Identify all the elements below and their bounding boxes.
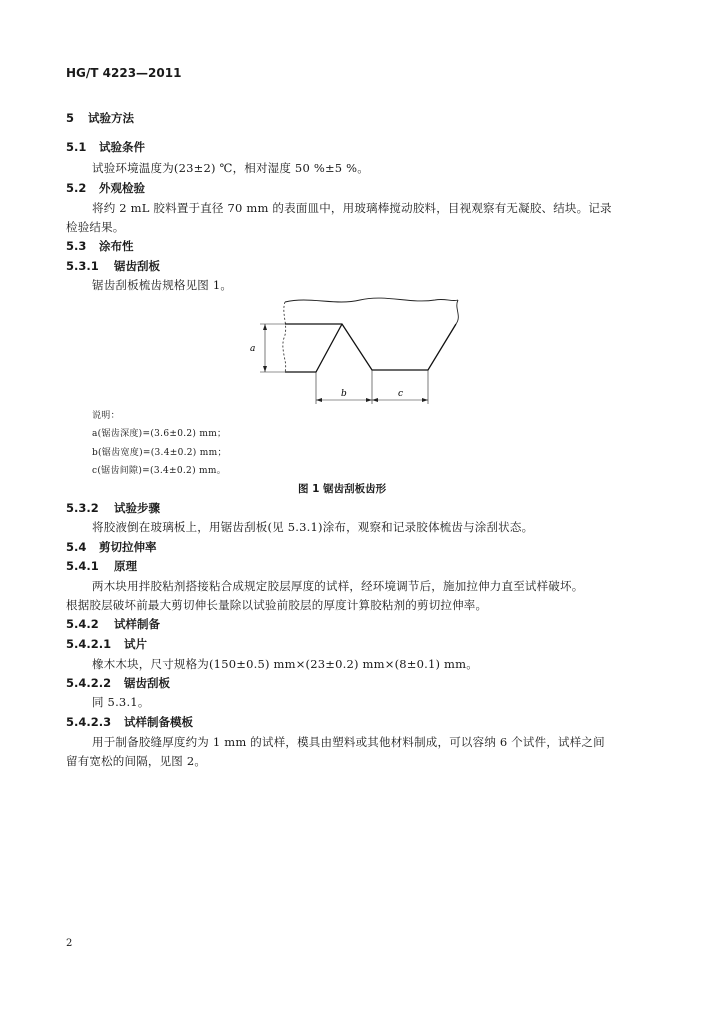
dimension-arrow	[366, 398, 372, 402]
heading-number: 5.3.2	[66, 501, 99, 515]
dimension-arrow	[422, 398, 428, 402]
heading-title: 锯齿刮板	[124, 676, 170, 690]
tooth-outline	[285, 324, 456, 370]
heading-5-2	[66, 180, 145, 196]
paragraph-5-2-line1: 将约 2 mL 胶料置于直径 70 mm 的表面皿中，用玻璃棒搅动胶料，目视观察有无凝胶、结块。记录	[92, 201, 612, 215]
heading-number: 5.4.2.1	[66, 637, 112, 651]
figure-note-c: c(锯齿间隙)=(3.4±0.2) mm。	[92, 466, 227, 476]
document-code: HG/T 4223—2011	[66, 66, 182, 80]
paragraph-5-4-2-2: 同 5.3.1。	[92, 695, 150, 709]
paragraph-5-4-2-3-line2: 留有宽松的间隔，见图 2。	[66, 754, 207, 768]
heading-number: 5.3.1	[66, 259, 99, 273]
dimension-arrow	[372, 398, 378, 402]
dimension-arrow	[263, 324, 267, 330]
heading-number: 5.4	[66, 540, 87, 554]
figure-note-b: b(锯齿宽度)=(3.4±0.2) mm；	[92, 448, 227, 458]
heading-number: 5.4.2.2	[66, 676, 112, 690]
heading-5-3-1	[66, 258, 160, 274]
paragraph-5-4-1-line2: 根据胶层破坏前最大剪切伸长量除以试验前胶层的厚度计算胶粘剂的剪切拉伸率。	[66, 598, 488, 612]
tooth-outline-left	[285, 324, 342, 372]
paragraph-5-4-2-1: 橡木木块，尺寸规格为(150±0.5) mm×(23±0.2) mm×(8±0.1) mm。	[92, 657, 478, 671]
heading-5-4-2-2	[66, 675, 170, 691]
figure-notes-title: 说明：	[92, 411, 120, 421]
heading-number: 5.4.1	[66, 559, 99, 573]
heading-title: 试验条件	[99, 140, 145, 154]
heading-title: 原理	[114, 559, 137, 573]
figure-note-a: a(锯齿深度)=(3.6±0.2) mm；	[92, 429, 227, 439]
paragraph-5-3-2: 将胶液倒在玻璃板上，用锯齿刮板(见 5.3.1)涂布，观察和记录胶体梳齿与涂刮状态。	[92, 520, 534, 534]
heading-number: 5.2	[66, 181, 87, 195]
heading-title: 试验方法	[88, 111, 134, 125]
paragraph-5-4-1-line1: 两木块用拌胶粘剂搭接粘合成规定胶层厚度的试样，经环境调节后，施加拉伸力直至试样破坏。	[92, 579, 584, 593]
heading-title: 剪切拉伸率	[99, 540, 157, 554]
heading-number: 5.3	[66, 239, 87, 253]
heading-5-3	[66, 238, 134, 254]
page-number: 2	[66, 938, 73, 949]
heading-5-3-2	[66, 500, 160, 516]
paragraph-5-4-2-3-line1: 用于制备胶缝厚度约为 1 mm 的试样，模具由塑料或其他材料制成，可以容纳 6 个试件，试样之间	[92, 735, 605, 749]
heading-number: 5.4.2.3	[66, 715, 112, 729]
heading-title: 锯齿刮板	[114, 259, 160, 273]
dimension-arrow	[263, 366, 267, 372]
paragraph-5-1: 试验环境温度为(23±2) ℃，相对湿度 50 %±5 %。	[92, 161, 369, 175]
heading-title: 试样制备模板	[124, 715, 193, 729]
heading-5	[66, 110, 134, 126]
heading-5-4-2	[66, 616, 160, 632]
dimension-label-b: b	[341, 389, 347, 399]
heading-title: 试验步骤	[114, 501, 160, 515]
heading-number: 5.1	[66, 140, 87, 154]
heading-number: 5	[66, 111, 75, 125]
break-line-left	[283, 302, 286, 372]
heading-5-4-2-1	[66, 636, 147, 652]
paragraph-5-3-1: 锯齿刮板梳齿规格见图 1。	[92, 278, 233, 292]
dimension-label-c: c	[398, 389, 404, 399]
heading-title: 涂布性	[99, 239, 134, 253]
heading-title: 试片	[124, 637, 147, 651]
heading-5-1	[66, 139, 145, 155]
heading-5-4-1	[66, 558, 137, 574]
dimension-arrow	[316, 398, 322, 402]
figure-caption: 图 1 锯齿刮板齿形	[298, 483, 387, 495]
heading-5-4	[66, 539, 157, 555]
heading-number: 5.4.2	[66, 617, 99, 631]
heading-title: 外观检验	[99, 181, 145, 195]
heading-5-4-2-3	[66, 714, 193, 730]
dimension-label-a: a	[250, 344, 256, 354]
heading-title: 试样制备	[114, 617, 160, 631]
sawtooth-profile-figure	[240, 288, 470, 410]
paragraph-5-2-line2: 检验结果。	[66, 220, 125, 234]
break-line-top	[285, 298, 458, 302]
break-line-right	[456, 300, 458, 324]
